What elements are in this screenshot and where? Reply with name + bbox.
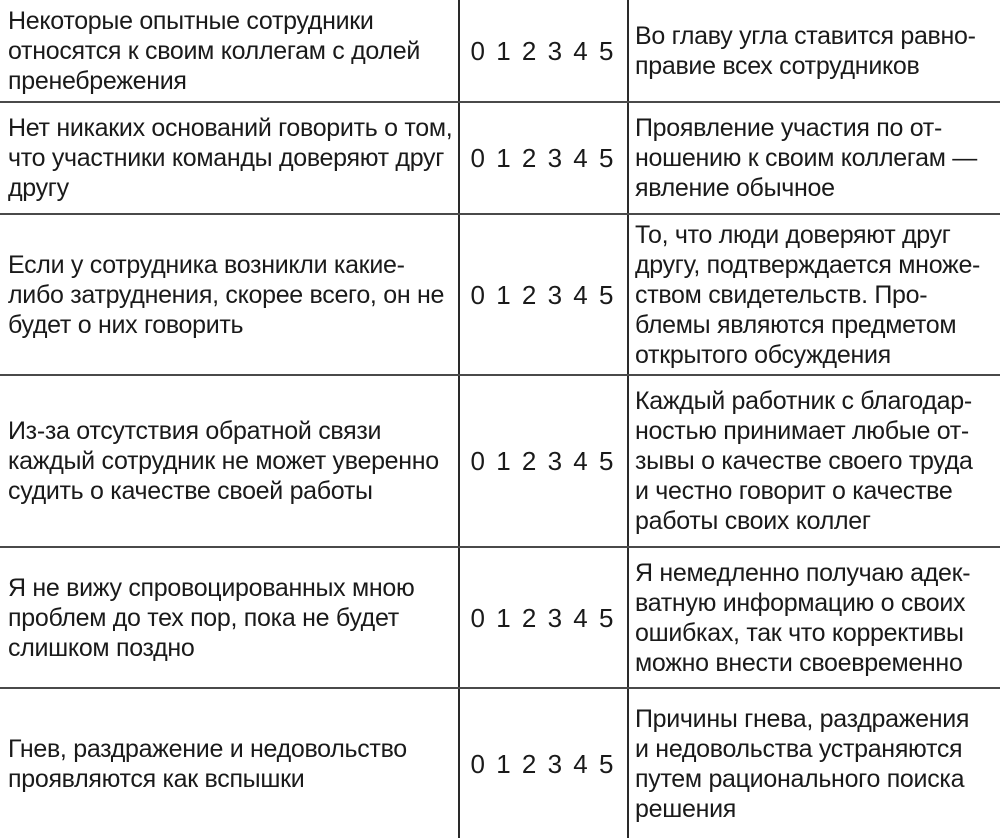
positive-statement: Каждый работник с благодар- ностью принимает любые от- зывы о качестве своего труда и честно говорит о качестве работы своих коллег — [635, 387, 973, 535]
negative-statement: Нет никаких оснований говорить о том, что участники команды доверяют друг другу — [8, 114, 453, 202]
rating-scale: 0 1 2 3 4 5 — [470, 143, 616, 173]
positive-statement: Я немедленно получаю адек- ватную информацию о своих ошибках, так что коррективы можно внести своевременно — [635, 558, 971, 677]
positive-statement: Причины гнева, раздражения и недовольства устраняются путем рационального поиска решения — [635, 704, 970, 823]
table-row — [0, 548, 1000, 687]
negative-statement: Из-за отсутствия обратной связи каждый сотрудник не может уверенно судить о качестве своей работы — [8, 417, 439, 505]
table-row — [0, 689, 1000, 838]
table-row — [0, 215, 1000, 374]
rating-scale: 0 1 2 3 4 5 — [470, 602, 616, 633]
rating-scale: 0 1 2 3 4 5 — [470, 446, 616, 476]
positive-statement: Во главу угла ставится равно- правие всех сотрудников — [635, 21, 976, 80]
positive-statement: Проявление участия по от- ношению к своим коллегам — явление обычное — [635, 114, 977, 202]
negative-statement: Некоторые опытные сотрудники относятся к своим коллегам с долей пренебрежения — [8, 6, 420, 95]
negative-statement: Если у сотрудника возникли какие- либо затруднения, скорее всего, он не будет о них говорить — [8, 250, 445, 339]
table-row — [0, 103, 1000, 213]
rating-scale: 0 1 2 3 4 5 — [470, 35, 616, 66]
negative-statement: Я не вижу спровоцированных мною проблем до тех пор, пока не будет слишком поздно — [8, 573, 415, 662]
rating-scale: 0 1 2 3 4 5 — [470, 748, 616, 779]
table-row — [0, 376, 1000, 546]
rating-scale: 0 1 2 3 4 5 — [470, 279, 616, 310]
negative-statement: Гнев, раздражение и недовольство проявляются как вспышки — [8, 734, 407, 793]
table-row — [0, 0, 1000, 101]
positive-statement: То, что люди доверяют друг другу, подтверждается множе- ством свидетельств. Про- блемы являются предметом открытого обсуждения — [635, 220, 981, 369]
